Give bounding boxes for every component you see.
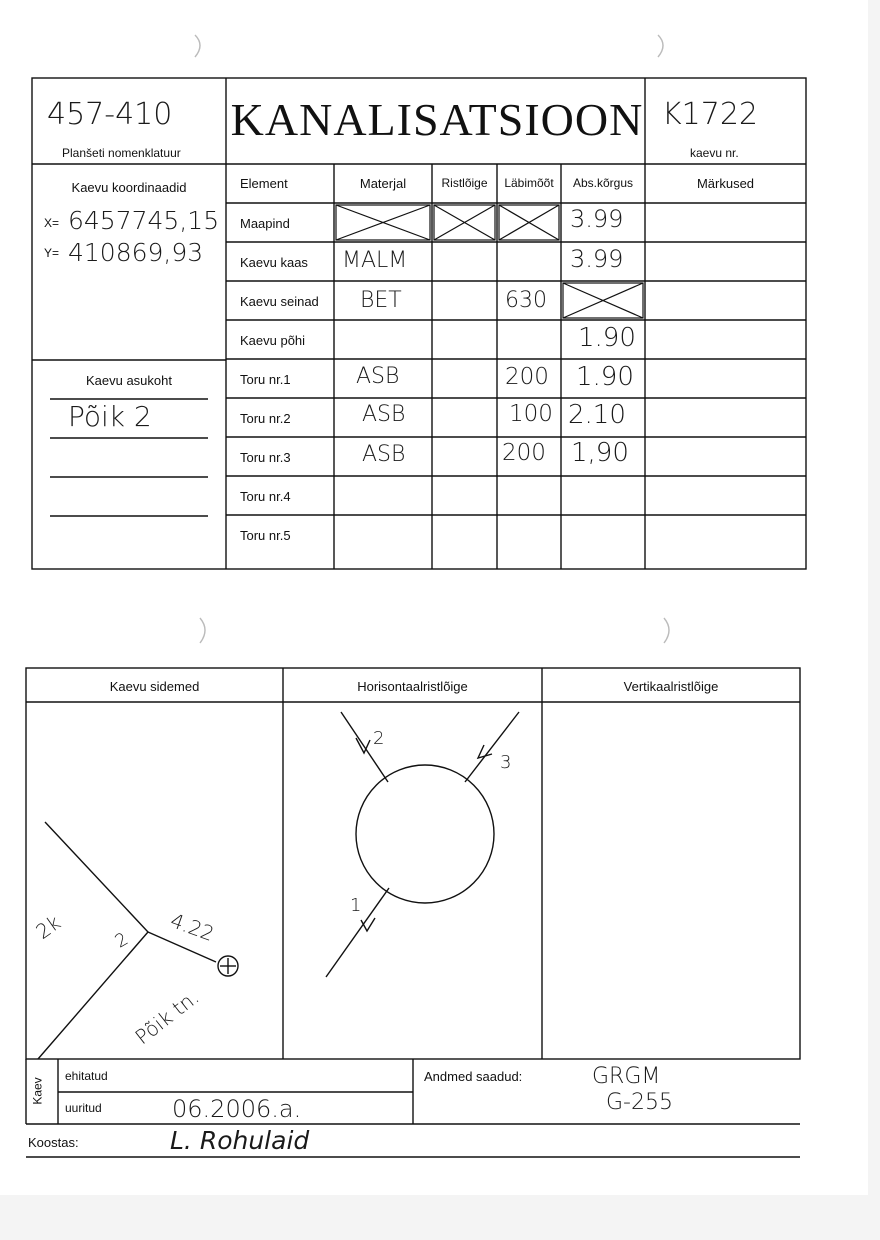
row-element: Kaevu kaas [240, 255, 308, 270]
row-element: Toru nr.5 [240, 528, 291, 543]
col-materjal: Materjal [359, 176, 407, 191]
cell-abs: 1.90 [578, 323, 636, 353]
cell-labimoot: 100 [509, 401, 553, 427]
cell-materjal: ASB [362, 442, 406, 467]
col-well-ties: Kaevu sidemed [109, 679, 200, 694]
col-vertical-section: Vertikaalristlõige [623, 679, 719, 694]
well-side-label: Kaev [30, 1077, 45, 1105]
data-source-value-1: GRGM [592, 1064, 661, 1089]
cell-abs: 1,90 [571, 438, 629, 468]
nomenclature-value: 457-410 [47, 97, 173, 132]
cell-labimoot: 630 [505, 288, 547, 313]
col-abs-korgus: Abs.kõrgus [572, 176, 634, 190]
pipe-label: 1 [350, 895, 362, 916]
updated-label: uuritud [65, 1101, 102, 1115]
pipe-label: 3 [500, 752, 512, 773]
col-markused: Märkused [696, 176, 755, 191]
coordinates-label: Kaevu koordinaadid [71, 180, 187, 195]
nomenclature-label: Planšeti nomenklatuur [62, 146, 181, 160]
location-value: Põik 2 [68, 400, 152, 433]
tie-label-mid: 2 [111, 928, 132, 953]
row-element: Toru nr.3 [240, 450, 291, 465]
row-element: Toru nr.2 [240, 411, 291, 426]
cell-labimoot: 200 [505, 364, 549, 390]
cell-materjal: MALM [342, 248, 408, 273]
x-coordinate: 6457745,15 [68, 206, 220, 235]
row-element: Kaevu seinad [240, 294, 319, 309]
cell-abs: 3.99 [570, 245, 624, 273]
row-element: Kaevu põhi [240, 333, 306, 348]
x-prefix: X= [44, 216, 60, 230]
y-coordinate: 410869,93 [68, 238, 204, 267]
cell-materjal: ASB [356, 364, 400, 389]
col-horizontal-section: Horisontaalristlõige [357, 679, 468, 694]
row-element: Toru nr.1 [240, 372, 291, 387]
col-ristloige: Ristlõige [441, 176, 488, 190]
cell-labimoot: 200 [502, 440, 546, 466]
row-element: Maapind [240, 216, 290, 231]
tie-street: Põik tn. [130, 984, 204, 1050]
well-number-label: kaevu nr. [690, 146, 739, 160]
tie-label-left: 2k [31, 910, 65, 944]
pipe-label: 2 [373, 728, 385, 749]
tie-distance: 4.22 [167, 908, 218, 946]
cell-abs: 3.99 [570, 205, 624, 233]
manhole-symbol-icon [218, 956, 238, 976]
updated-value: 06.2006.a. [172, 1095, 302, 1123]
built-label: ehitatud [65, 1069, 108, 1083]
col-labimoot: Läbimõõt [504, 176, 554, 190]
well-number: K1722 [662, 97, 759, 132]
col-element: Element [240, 176, 288, 191]
row-element: Toru nr.4 [240, 489, 291, 504]
cell-abs: 2.10 [568, 400, 626, 430]
cell-abs: 1.90 [576, 362, 634, 392]
cell-materjal: BET [360, 288, 402, 313]
author-label: Koostas: [28, 1135, 79, 1150]
cell-materjal: ASB [362, 402, 406, 427]
page-title: KANALISATSIOON [230, 94, 644, 145]
data-source-label: Andmed saadud: [424, 1069, 523, 1084]
author-signature: L. Rohulaid [170, 1126, 310, 1155]
data-source-value-2: G-255 [606, 1090, 673, 1115]
y-prefix: Y= [44, 246, 60, 260]
location-label: Kaevu asukoht [85, 373, 172, 388]
